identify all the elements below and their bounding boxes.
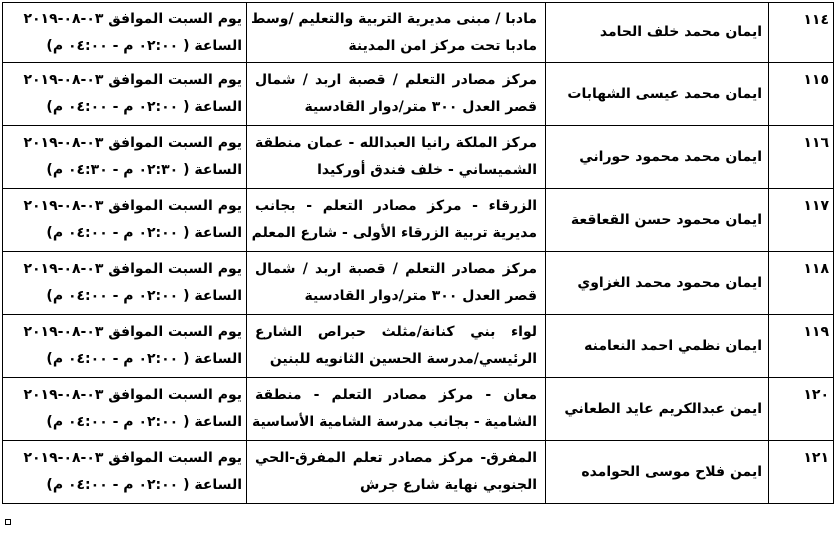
exam-datetime: [3, 63, 247, 126]
exam-date: يوم السبت الموافق ٠٣-٠٨-٢٠١٩: [23, 72, 242, 88]
exam-datetime: [3, 315, 247, 378]
exam-datetime: [3, 378, 247, 441]
exam-location: [247, 315, 546, 378]
location-line: معان - مركز مصادر التعلم - منطقة: [255, 387, 537, 403]
location-line: الشميساني - خلف فندق أوركيدا: [317, 162, 537, 178]
exam-datetime: [3, 252, 247, 315]
exam-time: الساعة ( ٠٢:٣٠ م - ٠٤:٣٠ م): [46, 162, 242, 178]
table-row: [3, 126, 834, 189]
exam-location: [247, 63, 546, 126]
location-line: الجنوبي نهاية شارع جرش: [360, 477, 537, 493]
person-name: ايمن فلاح موسى الحوامده: [546, 441, 769, 504]
person-name: ايمان نظمي احمد النعامنه: [546, 315, 769, 378]
exam-time: الساعة ( ٠٢:٠٠ م - ٠٤:٠٠ م): [46, 288, 242, 304]
location-line: المفرق- مركز مصادر تعلم المفرق-الحي: [255, 450, 537, 466]
table-row: [3, 315, 834, 378]
exam-time: الساعة ( ٠٢:٠٠ م - ٠٤:٠٠ م): [46, 477, 242, 493]
row-number: ١١٨: [769, 252, 834, 315]
table-row: [3, 189, 834, 252]
exam-date: يوم السبت الموافق ٠٣-٠٨-٢٠١٩: [23, 450, 242, 466]
location-line: مادبا / مبنى مديرية التربية والتعليم /وسط: [250, 10, 537, 27]
location-line: قصر العدل ٣٠٠ متر/دوار القادسية: [304, 288, 537, 304]
exam-time: الساعة ( ٠٢:٠٠ م - ٠٤:٠٠ م): [46, 414, 242, 430]
exam-time: الساعة ( ٠٢:٠٠ م - ٠٤:٠٠ م): [46, 37, 242, 54]
location-line: لواء بني كنانة/مثلث حبراص الشارع: [255, 324, 537, 340]
row-number: ١٢١: [769, 441, 834, 504]
row-number: ١١٥: [769, 63, 834, 126]
exam-location: [247, 252, 546, 315]
exam-date: يوم السبت الموافق ٠٣-٠٨-٢٠١٩: [23, 387, 242, 403]
exam-datetime: [3, 189, 247, 252]
exam-date: يوم السبت الموافق ٠٣-٠٨-٢٠١٩: [23, 324, 242, 340]
person-name: ايمان محمد محمود حوراني: [546, 126, 769, 189]
person-name: ايمن عبدالكريم عايد الطعاني: [546, 378, 769, 441]
exam-date: يوم السبت الموافق ٠٣-٠٨-٢٠١٩: [23, 198, 242, 214]
location-line: قصر العدل ٣٠٠ متر/دوار القادسية: [304, 99, 537, 115]
row-number: ١٢٠: [769, 378, 834, 441]
person-name: ايمان محمود محمد الغزاوي: [546, 252, 769, 315]
exam-date: يوم السبت الموافق ٠٣-٠٨-٢٠١٩: [23, 135, 242, 151]
schedule-table: [2, 2, 834, 504]
row-number: ١١٧: [769, 189, 834, 252]
exam-location: [247, 189, 546, 252]
row-number: ١١٩: [769, 315, 834, 378]
person-name: ايمان محمد عيسى الشهابات: [546, 63, 769, 126]
exam-time: الساعة ( ٠٢:٠٠ م - ٠٤:٠٠ م): [46, 225, 242, 241]
person-name: ايمان محمد خلف الحامد: [546, 3, 769, 63]
location-line: الشامية - بجانب مدرسة الشامية الأساسية: [251, 414, 537, 430]
table-row: [3, 441, 834, 504]
exam-date: يوم السبت الموافق ٠٣-٠٨-٢٠١٩: [23, 261, 242, 277]
schedule-table-body: [3, 3, 834, 504]
location-line: الزرقاء - مركز مصادر التعلم - بجانب: [255, 198, 537, 214]
row-number: ١١٦: [769, 126, 834, 189]
table-row: [3, 378, 834, 441]
exam-location: [247, 378, 546, 441]
location-line: مديرية تربية الزرقاء الأولى - شارع المعلم: [251, 225, 537, 241]
exam-datetime: [3, 126, 247, 189]
row-number: ١١٤: [769, 3, 834, 63]
location-line: مركز مصادر التعلم / قصبة اربد / شمال: [255, 261, 537, 277]
location-line: الرئيسي/مدرسة الحسين الثانويه للبنين: [269, 351, 537, 367]
exam-location: [247, 3, 546, 63]
exam-datetime: [3, 3, 247, 63]
person-name: ايمان محمود حسن القعاقعة: [546, 189, 769, 252]
exam-date: يوم السبت الموافق ٠٣-٠٨-٢٠١٩: [23, 10, 242, 27]
exam-location: [247, 441, 546, 504]
table-row: [3, 252, 834, 315]
location-line: مركز الملكة رانيا العبدالله - عمان منطقة: [255, 135, 537, 151]
table-row: [3, 3, 834, 63]
exam-datetime: [3, 441, 247, 504]
location-line: مركز مصادر التعلم / قصبة اربد / شمال: [255, 72, 537, 88]
exam-location: [247, 126, 546, 189]
exam-time: الساعة ( ٠٢:٠٠ م - ٠٤:٠٠ م): [46, 351, 242, 367]
paragraph-mark: [5, 519, 11, 525]
exam-time: الساعة ( ٠٢:٠٠ م - ٠٤:٠٠ م): [46, 99, 242, 115]
table-row: [3, 63, 834, 126]
location-line: مادبا تحت مركز امن المدينة: [348, 37, 537, 54]
